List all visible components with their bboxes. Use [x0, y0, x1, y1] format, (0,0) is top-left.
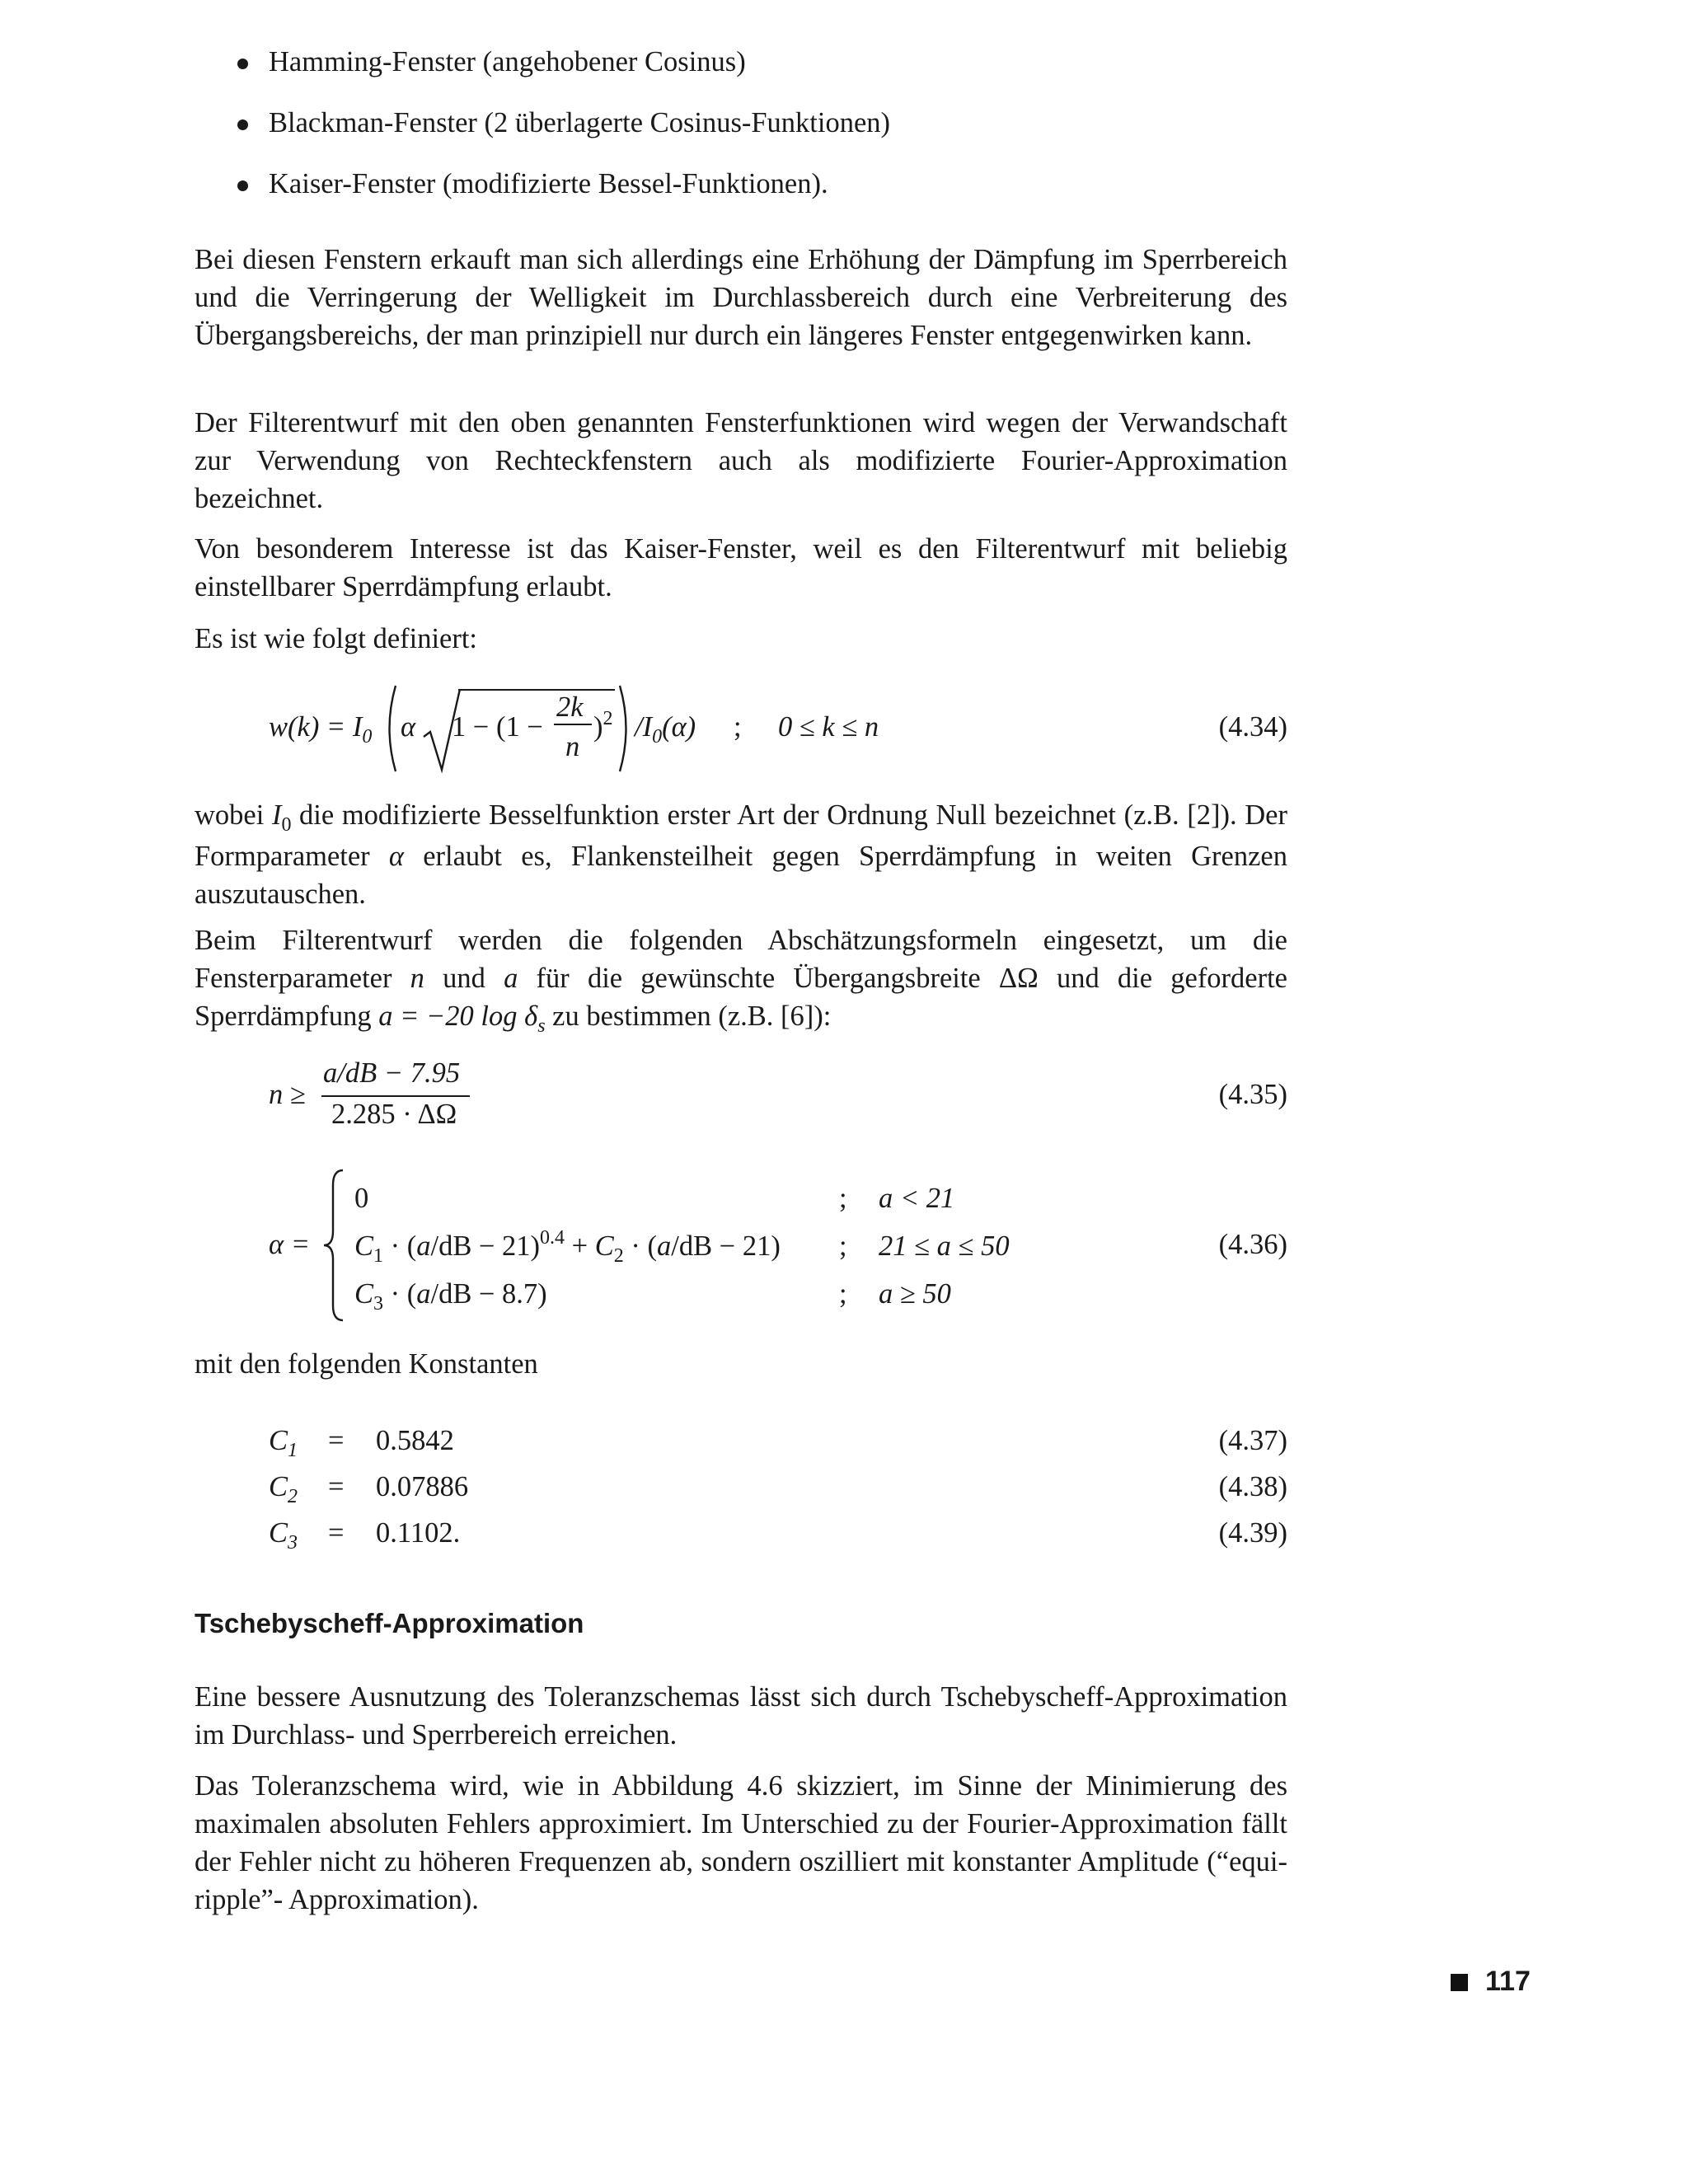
- bullet-text: Hamming-Fenster (angehobener Cosinus): [269, 46, 746, 77]
- page-marker-square-icon: [1451, 1974, 1468, 1991]
- equation-number: (4.38): [1218, 1471, 1287, 1502]
- case-sep: ;: [839, 1230, 847, 1262]
- case-expr: $C_3 \cdot (a/dB - 8.7)$: [354, 1278, 547, 1315]
- frac-numerator: a/dB − 7.95: [323, 1057, 461, 1089]
- case-expr: 0: [354, 1183, 369, 1214]
- case-cond: a ≥ 50: [879, 1278, 951, 1310]
- eq-one-minus: 1 − (1 −: [452, 711, 543, 743]
- sqrt-overline: [458, 689, 615, 691]
- bullet-text: Kaiser-Fenster (modifizierte Bessel-Funktionen).: [269, 168, 828, 199]
- constant-name: $C_2$: [269, 1471, 298, 1507]
- constant-equals: =: [328, 1517, 345, 1549]
- paragraph: Beim Filterentwurf werden die folgenden Abschätzungsformeln eingesetzt, um die Fensterparameter n und a für die gewünschte Übergangsbreite ΔΩ und die geforderte Sperrdämpfung a = −20 $\log \delta_s$ zu bestimmen (z.B. [6]):: [195, 925, 1287, 1037]
- constant-name: $C_1$: [269, 1425, 298, 1461]
- frac-denominator: 2.285 · ΔΩ: [331, 1099, 457, 1130]
- eq-lhs: α =: [269, 1229, 311, 1260]
- equation-number: (4.34): [1218, 711, 1287, 743]
- constant-equals: =: [328, 1425, 345, 1456]
- constant-value: 0.07886: [376, 1471, 469, 1502]
- fraction-bar: [321, 1095, 470, 1097]
- frac-denominator: n: [565, 731, 580, 762]
- frac-numerator: 2k: [556, 691, 584, 723]
- equation-number: (4.39): [1218, 1517, 1287, 1549]
- paragraph: Der Filterentwurf mit den oben genannten Fensterfunktionen wird wegen der Verwandschaft zur Verwendung von Rechteckfenstern auch als modifizierte Fourier-Approximation bezeichnet.: [195, 407, 1287, 514]
- equation-number: (4.35): [1218, 1079, 1287, 1110]
- constant-value: 0.1102.: [376, 1517, 461, 1549]
- paragraph: wobei $I_0$ die modifizierte Besselfunktion erster Art der Ordnung Null bezeichnet (z.B. [2]). Der Formparameter α erlaubt es, Flankensteilheit gegen Sperrdämpfung in weiten Grenzen auszutauschen.: [195, 799, 1287, 910]
- case-cond: 21 ≤ a ≤ 50: [879, 1230, 1010, 1262]
- eq-close-square: )$^2$: [593, 708, 613, 743]
- case-sep: ;: [839, 1278, 847, 1310]
- case-expr: $C_1 \cdot (a/dB - 21)^{0.4} + C_2 \cdot (a/dB - 21)$: [354, 1227, 781, 1267]
- eq-condition: 0 ≤ k ≤ n: [778, 711, 879, 743]
- paragraph: Eine bessere Ausnutzung des Toleranzschemas lässt sich durch Tschebyscheff-Approximation im Durchlass- und Sperrbereich erreichen.: [195, 1681, 1287, 1750]
- bullet-dot-icon: [237, 120, 248, 130]
- section-heading: Tschebyscheff-Approximation: [195, 1608, 584, 1638]
- paragraph: Bei diesen Fenstern erkauft man sich allerdings eine Erhöhung der Dämpfung im Sperrbereich und die Verringerung der Welligkeit im Durchlassbereich durch eine Verbreiterung des Übergangsbereichs, der man prinzipiell nur durch ein längeres Fenster entgegenwirken kann.: [195, 244, 1287, 351]
- bullet-text: Blackman-Fenster (2 überlagerte Cosinus-Funktionen): [269, 107, 891, 138]
- equation-number: (4.36): [1218, 1229, 1287, 1260]
- bullet-dot-icon: [237, 59, 248, 69]
- paragraph: mit den folgenden Konstanten: [195, 1348, 538, 1380]
- right-paren-icon: [617, 684, 635, 773]
- case-cond: a < 21: [879, 1183, 955, 1214]
- constant-equals: =: [328, 1471, 345, 1502]
- case-sep: ;: [839, 1183, 847, 1214]
- left-brace-icon: [321, 1169, 346, 1322]
- equation-number: (4.37): [1218, 1425, 1287, 1456]
- eq-lhs: $w(k) = I_0$: [269, 711, 373, 748]
- constant-name: $C_3$: [269, 1517, 298, 1554]
- left-paren-icon: [381, 684, 399, 773]
- constant-value: 0.5842: [376, 1425, 454, 1456]
- eq-divisor: $/I_0(\alpha)$: [635, 711, 696, 748]
- eq-separator: ;: [734, 711, 742, 743]
- fraction-bar: [554, 724, 592, 725]
- page-number: 117: [1485, 1966, 1531, 1997]
- paragraph: Das Toleranzschema wird, wie in Abbildung 4.6 skizziert, im Sinne der Minimierung des maximalen absoluten Fehlers approximiert. Im Unterschied zu der Fourier-Approximation fällt der Fehler nicht zu höheren Frequenzen ab, sondern oszilliert mit konstanter Amplitude (“equi-ripple”- Approximation).: [195, 1770, 1287, 1915]
- paragraph: Von besonderem Interesse ist das Kaiser-Fenster, weil es den Filterentwurf mit beliebig einstellbarer Sperrdämpfung erlaubt.: [195, 533, 1287, 602]
- eq-lhs: n ≥: [269, 1079, 306, 1110]
- bullet-dot-icon: [237, 180, 248, 191]
- eq-alpha: α: [401, 711, 416, 743]
- paragraph: Es ist wie folgt definiert:: [195, 623, 478, 654]
